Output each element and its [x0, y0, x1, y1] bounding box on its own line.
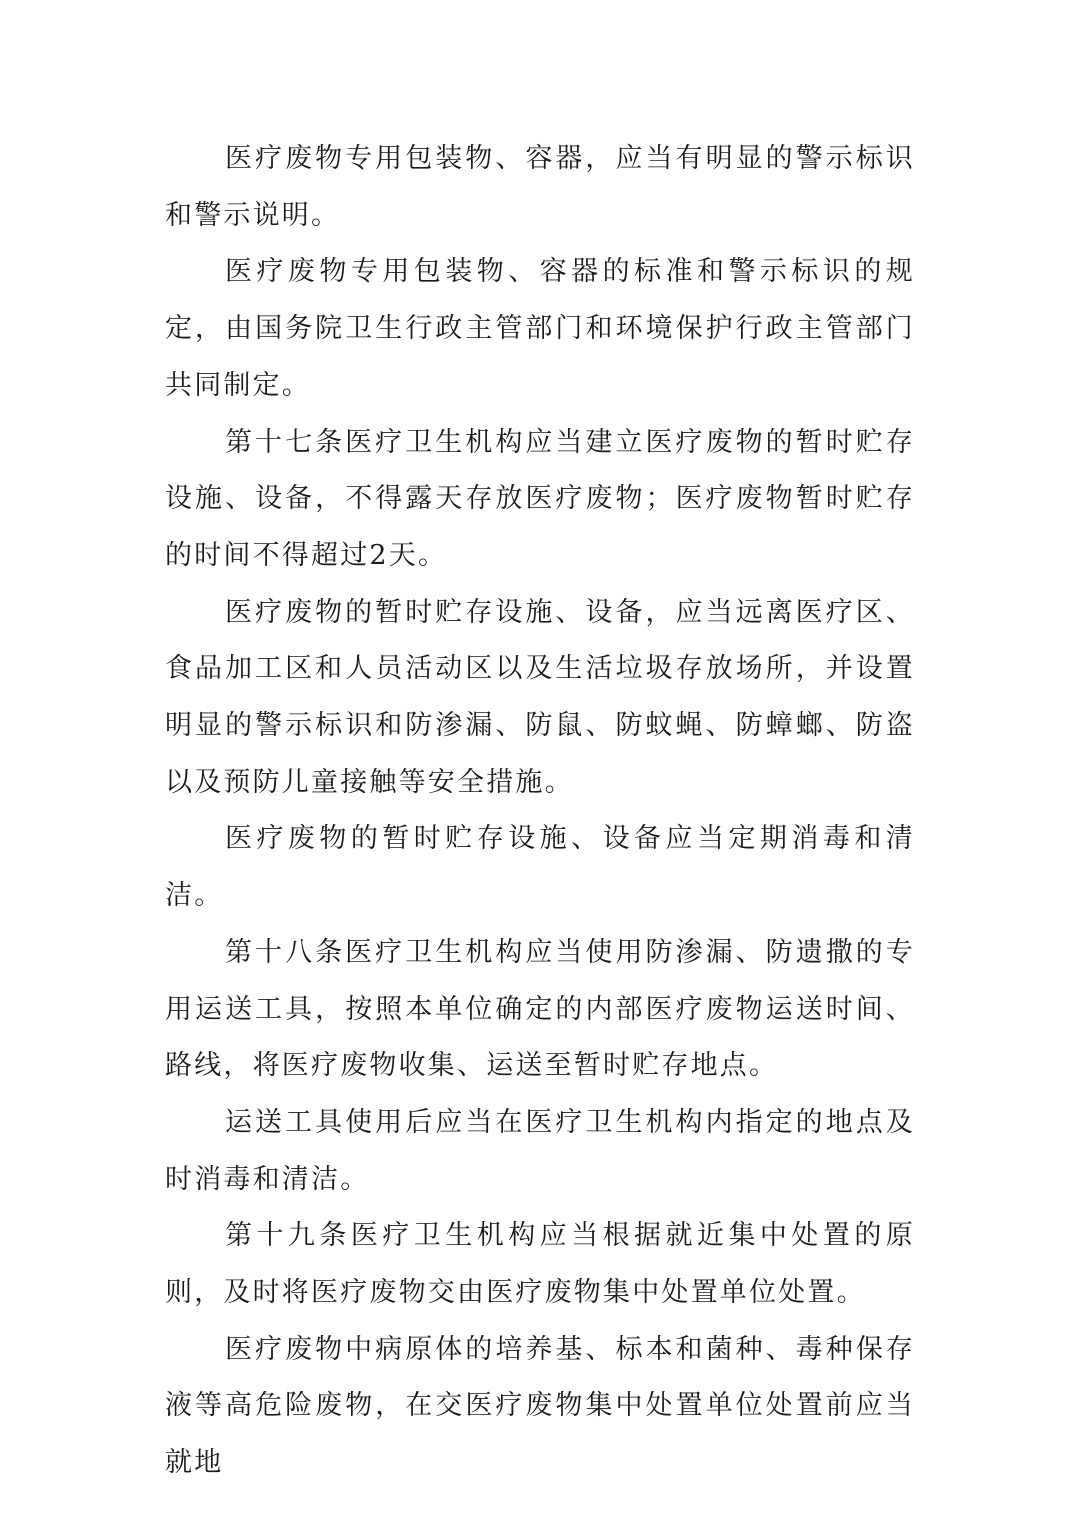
paragraph-transport-tool-cleaning: 运送工具使用后应当在医疗卫生机构内指定的地点及时消毒和清洁。 [165, 1106, 915, 1195]
paragraph-packaging-standards: 医疗废物专用包装物、容器的标准和警示标识的规定，由国务院卫生行政主管部门和环境保护行政主管部门共同制定。 [165, 256, 915, 401]
paragraph-article-18: 第十八条医疗卫生机构应当使用防渗漏、防遗撒的专用运送工具，按照本单位确定的内部医疗废物运送时间、路线，将医疗废物收集、运送至暂时贮存地点。 [165, 936, 915, 1082]
paragraph-article-17: 第十七条医疗卫生机构应当建立医疗废物的暂时贮存设施、设备，不得露天存放医疗废物；医疗废物暂时贮存的时间不得超过2天。 [165, 426, 915, 571]
paragraph-article-19: 第十九条医疗卫生机构应当根据就近集中处置的原则，及时将医疗废物交由医疗废物集中处置单位处置。 [165, 1220, 915, 1309]
paragraph-packaging-warning: 医疗废物专用包装物、容器，应当有明显的警示标识和警示说明。 [165, 143, 915, 231]
paragraph-storage-facility-requirements: 医疗废物的暂时贮存设施、设备，应当远离医疗区、食品加工区和人员活动区以及生活垃圾存放场所，并设置明显的警示标识和防渗漏、防鼠、防蚊蝇、防蟑螂、防盗以及预防儿童接触等安全措施。 [165, 596, 915, 798]
document-body [165, 131, 915, 1492]
paragraph-storage-disinfection: 医疗废物的暂时贮存设施、设备应当定期消毒和清洁。 [165, 823, 915, 912]
paragraph-high-risk-waste: 医疗废物中病原体的培养基、标本和菌种、毒种保存液等高危险废物，在交医疗废物集中处置单位处置前应当就地 [165, 1333, 915, 1479]
